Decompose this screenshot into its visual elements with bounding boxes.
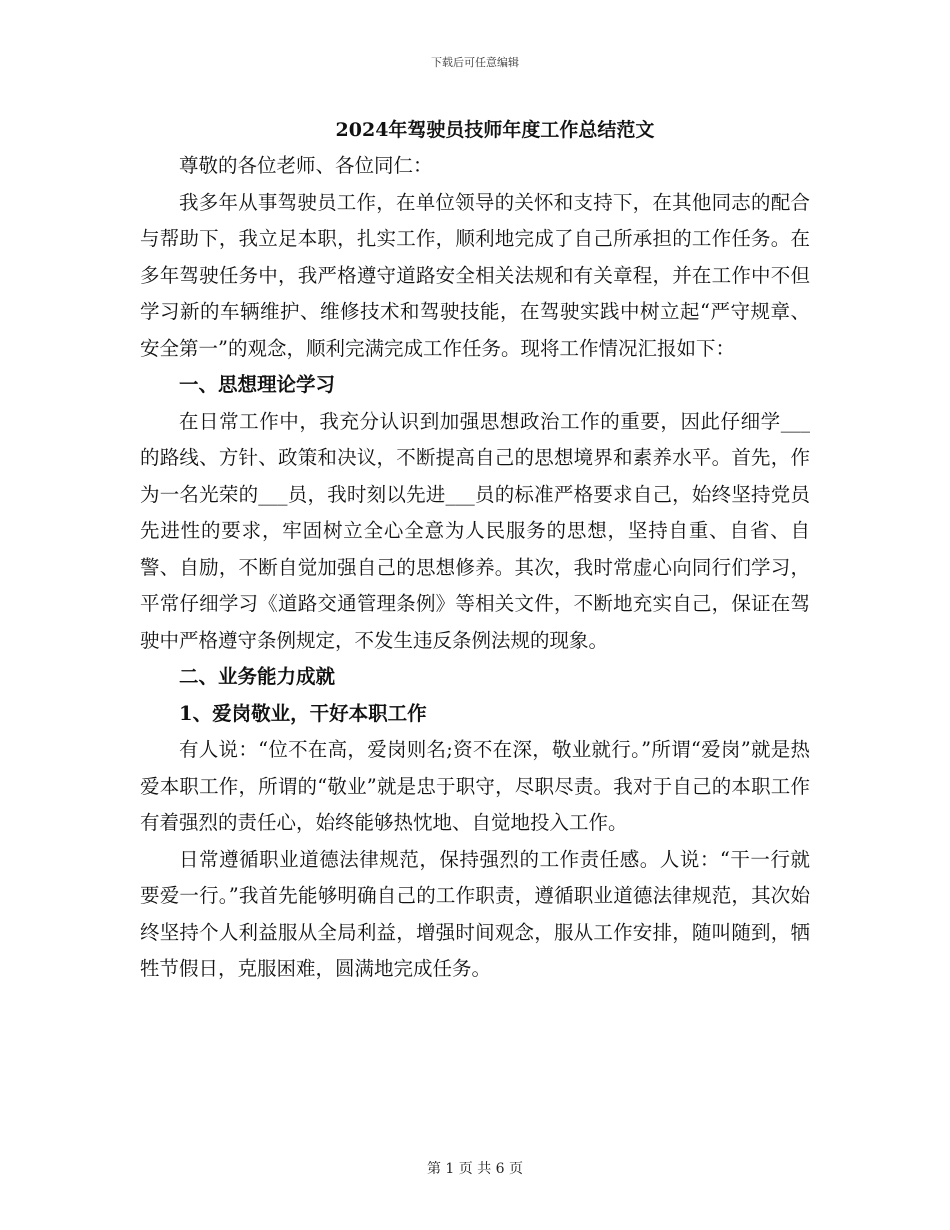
intro-paragraph: 我多年从事驾驶员工作，在单位领导的关怀和支持下，在其他同志的配合与帮助下，我立足本职，扎实工作，顺利地完成了自己所承担的工作任务。在多年驾驶任务中，我严格遵守道路安全相关法规和有关章程，并在工作中不但学习新的车辆维护、维修技术和驾驶技能，在驾驶实践中树立起“严守规章、安全第一”的观念，顺利完满完成工作任务。现将工作情况汇报如下： bbox=[140, 190, 810, 360]
subsection-heading-1: 1、爱岗敬业，干好本职工作 bbox=[179, 701, 427, 725]
section-heading-1: 一、思想理论学习 bbox=[179, 373, 336, 396]
page-number: 第 1 页 共 6 页 bbox=[426, 1161, 524, 1177]
subsection-1-paragraph-1: 有人说：“位不在高，爱岗则名;资不在深，敬业就行。”所谓“爱岗”就是热爱本职工作，所谓的“敬业”就是忠于职守，尽职尽责。我对于自己的本职工作有着强烈的责任心，始终能够热忱地、自觉地投入工作。 bbox=[140, 738, 810, 834]
document-body bbox=[140, 116, 810, 988]
salutation: 尊敬的各位老师、各位同仁： bbox=[179, 154, 433, 177]
section-1-paragraph: 在日常工作中，我充分认识到加强思想政治工作的重要，因此仔细学___的路线、方针、政策和决议，不断提高自己的思想境界和素养水平。首先，作为一名光荣的___员，我时刻以先进___员的标准严格要求自己，始终坚持党员先进性的要求，牢固树立全心全意为人民服务的思想，坚持自重、自省、自警、自励，不断自觉加强自己的思想修养。其次，我时常虚心向同行们学习，平常仔细学习《道路交通管理条例》等相关文件，不断地充实自己，保证在驾驶中严格遵守条例规定，不发生违反条例法规的现象。 bbox=[140, 409, 810, 652]
header-note: 下载后可任意编辑 bbox=[431, 56, 519, 69]
document-title: 2024年驾驶员技师年度工作总结范文 bbox=[335, 119, 655, 141]
subsection-1-paragraph-2: 日常遵循职业道德法律规范，保持强烈的工作责任感。人说：“干一行就要爱一行。”我首先能够明确自己的工作职责，遵循职业道德法律规范，其次始终坚持个人利益服从全局利益，增强时间观念，服从工作安排，随叫随到，牺牲节假日，克服困难，圆满地完成任务。 bbox=[140, 847, 810, 980]
section-heading-2: 二、业务能力成就 bbox=[179, 665, 336, 688]
